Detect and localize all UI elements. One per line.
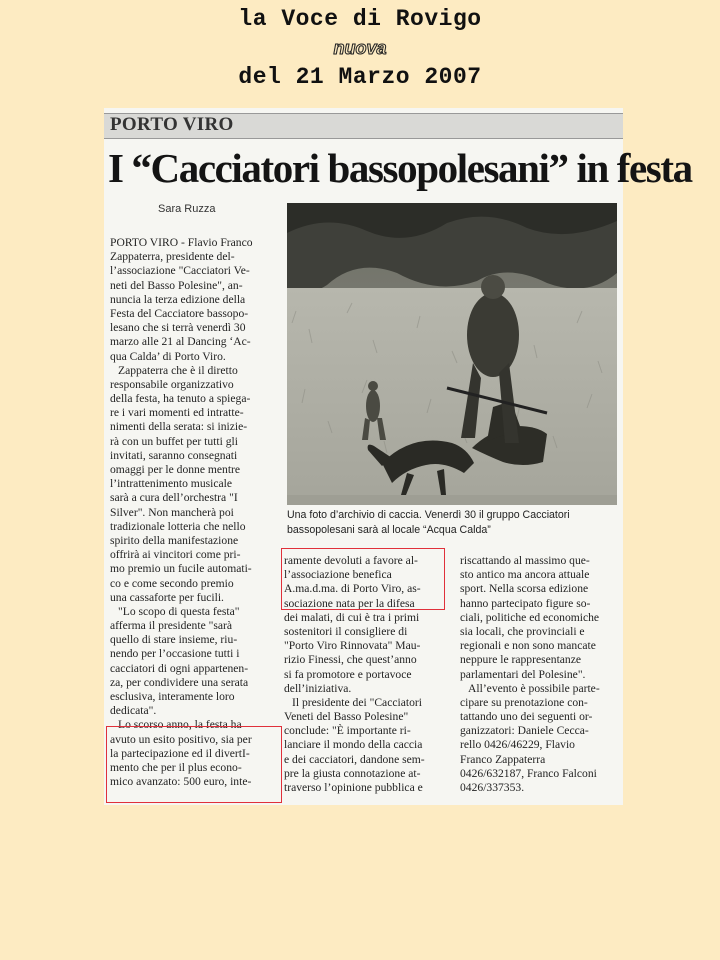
text-line: Lo scorso anno, la festa ha: [118, 718, 242, 732]
text-line: della festa, ha tenuto a spiega-: [110, 392, 251, 406]
text-line: sociazione nata per la difesa: [284, 596, 415, 610]
text-line: dell’iniziativa.: [284, 681, 352, 695]
text-line: si fa promotore e portavoce: [284, 667, 412, 681]
article-column-2: [284, 554, 444, 795]
article-headline: I “Cacciatori bassopolesani” in festa: [108, 145, 692, 191]
text-line: nendo per l’occasione tutti i: [110, 647, 240, 661]
text-line: mo premio un fucile automati-: [110, 562, 252, 576]
text-line: neti del Basso Polesine", an-: [110, 278, 243, 292]
text-line: conclude: "È importante ri-: [284, 724, 411, 738]
text-line: regionali e non sono mancate: [460, 639, 596, 653]
article-column-1: [110, 236, 272, 789]
text-line: lanciare il mondo della caccia: [284, 738, 423, 752]
text-line: pre la giusta connotazione at-: [284, 766, 421, 780]
text-line: Zappaterra che è il diretto: [118, 363, 238, 377]
text-line: sarà a cura dell’orchestra "I: [110, 491, 238, 505]
text-line: rello 0426/46229, Flavio: [460, 738, 575, 752]
photo-caption: [287, 508, 617, 538]
text-line: hanno partecipato figure so-: [460, 596, 591, 610]
text-line: tattando uno dei seguenti or-: [460, 710, 593, 724]
text-line: parlamentari del Polesine".: [460, 667, 586, 681]
text-line: responsabile organizzativo: [110, 377, 234, 391]
text-line: ganizzatori: Daniele Cecca-: [460, 724, 589, 738]
text-line: sia locali, che provinciali e: [460, 624, 585, 638]
text-line: spirito della manifestazione: [110, 533, 239, 547]
text-line: afferma il presidente "sarà: [110, 619, 233, 633]
text-line: offrirà ai vincitori come pri-: [110, 548, 241, 562]
text-line: "Lo scopo di questa festa": [118, 604, 240, 618]
text-line: Il presidente dei "Cacciatori: [292, 695, 422, 709]
text-line: omaggi per le donne mentre: [110, 463, 241, 476]
text-line: dedicata".: [110, 704, 157, 718]
text-line: za, per condividere una serata: [110, 675, 249, 689]
text-line: re i vari momenti ed intratte-: [110, 406, 244, 420]
text-line: PORTO VIRO - Flavio Franco: [110, 236, 253, 249]
article-byline: Sara Ruzza: [158, 203, 216, 215]
text-line: rizio Finessi, che quest’anno: [284, 653, 417, 667]
header-title: la Voce di Rovigo: [238, 6, 482, 32]
caption-line: Una foto d’archivio di caccia. Venerdì 30 il gruppo Cacciatori: [287, 509, 570, 521]
text-line: All’evento è possibile parte-: [468, 681, 600, 695]
text-line: ciali, politiche ed economiche: [460, 610, 600, 624]
text-line: nimenti della serata: si inizie-: [110, 420, 248, 434]
text-line: Franco Zappaterra: [460, 752, 546, 766]
header-date: del 21 Marzo 2007: [238, 64, 482, 90]
text-line: cacciatori di ogni appartenen-: [110, 661, 249, 675]
text-line: 0426/632187, Franco Falconi: [460, 766, 597, 780]
text-line: cipare su prenotazione con-: [460, 695, 588, 709]
text-line: tradizionale lotteria che nello: [110, 519, 246, 533]
text-line: mico avanzato: 500 euro, inte-: [110, 775, 252, 789]
text-line: riscattando al massimo que-: [460, 554, 590, 567]
text-line: nuncia la terza edizione della: [110, 292, 246, 306]
text-line: marzo alle 21 al Dancing ‘Ac-: [110, 335, 251, 349]
text-line: qua Calda’ di Porto Viro.: [110, 349, 226, 363]
text-line: l’intrattenimento musicale: [110, 477, 233, 491]
text-line: ramente devoluti a favore al-: [284, 554, 418, 567]
text-line: Veneti del Basso Polesine": [284, 710, 409, 724]
article-photo: [287, 203, 617, 505]
text-line: mento che per il plus econo-: [110, 760, 242, 774]
article-column-3: [460, 554, 620, 795]
text-line: avuto un esito positivo, sia per: [110, 732, 252, 746]
text-line: l’associazione "Cacciatori Ve-: [110, 264, 250, 278]
text-line: traverso l’opinione pubblica e: [284, 781, 423, 794]
text-line: sostenitori il consigliere di: [284, 624, 408, 638]
text-line: l’associazione benefica: [284, 568, 392, 582]
text-line: e dei cacciatori, dandone sem-: [284, 752, 425, 766]
text-line: quello di stare insieme, riu-: [110, 633, 238, 647]
text-line: esclusiva, interamente loro: [110, 690, 235, 703]
text-line: una cassaforte per fucili.: [110, 590, 224, 604]
caption-line: bassopolesani sarà al locale “Acqua Calda”: [287, 524, 491, 536]
newspaper-clipping: [104, 108, 692, 805]
text-line: lesano che si terrà venerdì 30: [110, 321, 246, 335]
text-line: co e come secondo premio: [110, 576, 234, 590]
text-line: Silver". Non mancherà poi: [110, 505, 234, 519]
header-subtitle: nuova: [333, 38, 387, 58]
text-line: "Porto Viro Rinnovata" Mau-: [284, 639, 421, 653]
text-line: dei malati, di cui è tra i primi: [284, 610, 420, 624]
section-label: PORTO VIRO: [110, 114, 234, 135]
text-line: Festa del Cacciatore bassopo-: [110, 306, 249, 320]
text-line: invitati, saranno consegnati: [110, 448, 238, 462]
text-line: la partecipazione ed il divertI-: [110, 746, 250, 760]
text-line: 0426/337353.: [460, 781, 525, 794]
text-line: rà con un buffet per tutti gli: [110, 434, 238, 448]
text-line: sport. Nella scorsa edizione: [460, 582, 589, 596]
text-line: neppure le rappresentanze: [460, 653, 582, 667]
text-line: A.ma.d.ma. di Porto Viro, as-: [284, 582, 421, 596]
text-line: Zappaterra, presidente del-: [110, 250, 235, 264]
text-line: sto antico ma ancora attuale: [460, 568, 590, 582]
